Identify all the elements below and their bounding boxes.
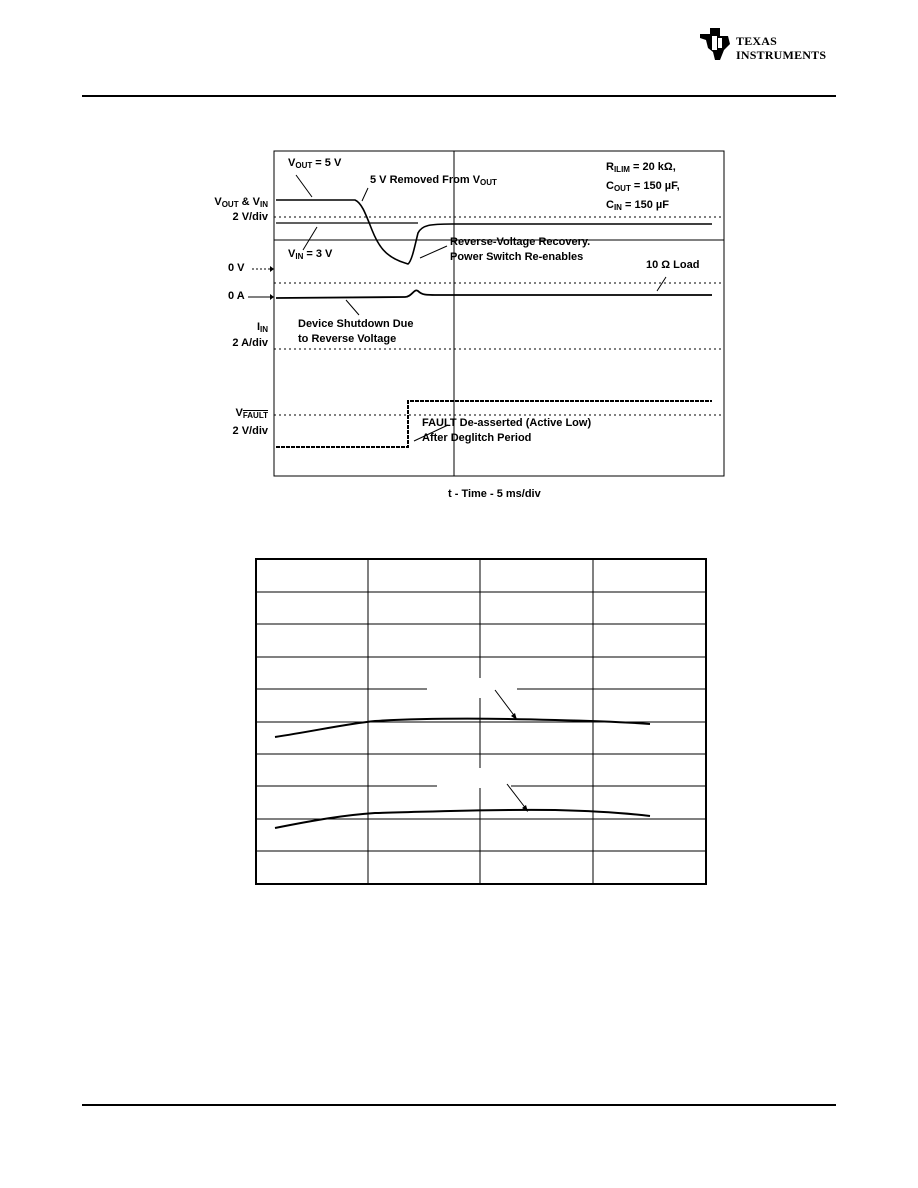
shutdown-annotation-line1: Device Shutdown Due <box>298 318 414 330</box>
cout-annotation: $C_{OUT} = 150$ µF, <box>606 180 680 193</box>
removed-annotation: 5 V Removed From $V_{OUT}$ <box>370 174 497 187</box>
vout-annotation: $V_{OUT} = 5$ V <box>288 157 342 170</box>
lower-curve-pointer <box>507 784 527 810</box>
footer-rule <box>82 1104 836 1106</box>
vin-pointer <box>303 227 317 250</box>
recovery-annotation-line2: Power Switch Re-enables <box>450 251 584 263</box>
recovery-pointer <box>420 246 447 258</box>
fault-annotation-line1: FAULT De-asserted (Active Low) <box>422 417 592 429</box>
zero-volt-label: 0 V <box>228 262 245 274</box>
fault-annotation-line2: After Deglitch Period <box>422 432 532 444</box>
removed-pointer <box>362 188 368 201</box>
logo-word-texas: TEXAS <box>736 34 778 48</box>
rilim-annotation: $R_{ILIM} = 20$ kΩ, <box>606 161 676 174</box>
vfault-scale: 2 V/div <box>232 425 268 437</box>
iin-trace <box>276 290 712 298</box>
curve-1-label-mask <box>427 678 517 698</box>
shutdown-pointer <box>346 300 359 315</box>
shutdown-annotation-line2: to Reverse Voltage <box>298 333 397 345</box>
vfault-axis-label: $V_{FAULT}$ <box>235 407 268 420</box>
curve-2-label-mask <box>437 768 511 788</box>
iin-scale: 2 A/div <box>232 337 268 349</box>
load-annotation: 10 Ω Load <box>646 259 700 271</box>
upper-curve <box>275 719 650 737</box>
header-rule <box>82 95 836 97</box>
vout-vin-scale: 2 V/div <box>232 211 268 223</box>
characteristic-graph-figure <box>255 558 710 888</box>
vout-pointer <box>296 175 312 197</box>
characteristic-graph-plot <box>255 558 710 888</box>
vout-vin-axis-label: $V_{OUT}$ & $V_{IN}$ <box>214 196 268 209</box>
iin-axis-label: $I_{IN}$ <box>256 321 268 334</box>
load-pointer <box>657 277 666 291</box>
texas-instruments-logo <box>698 26 838 66</box>
scope-x-axis-label: t - Time - 5 ms/div <box>448 488 541 500</box>
zero-amp-label: 0 A <box>228 290 245 302</box>
cin-annotation: $C_{IN} = 150$ µF <box>606 199 669 212</box>
ti-emblem-icon <box>698 26 734 62</box>
recovery-annotation-line1: Reverse-Voltage Recovery. <box>450 236 591 248</box>
logo-word-instruments: INSTRUMENTS <box>736 48 827 62</box>
vin-annotation: $V_{IN} = 3$ V <box>288 248 333 261</box>
scope-capture-figure <box>190 145 735 505</box>
